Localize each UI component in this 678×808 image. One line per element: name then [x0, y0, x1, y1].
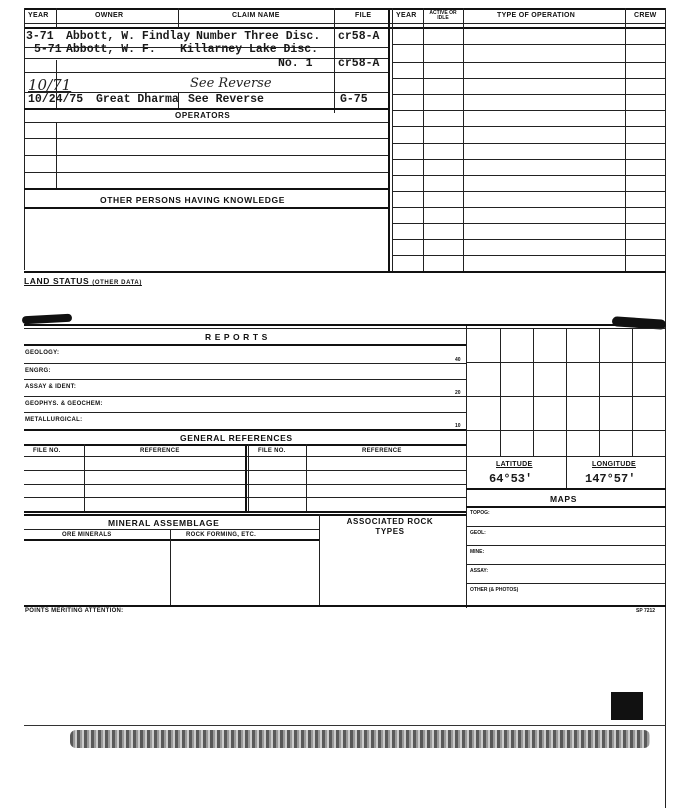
col-ops-year: YEAR — [396, 12, 417, 19]
land-status-heading — [24, 276, 142, 286]
claim-name: See Reverse — [188, 93, 264, 106]
claim-file: G-75 — [340, 93, 368, 106]
claim-year: 3-71 — [26, 30, 54, 43]
land-status-label: LAND STATUS — [24, 276, 90, 286]
col-claim-name: CLAIM NAME — [232, 12, 280, 19]
associated-rock-types-heading: ASSOCIATED ROCK TYPES — [346, 517, 434, 536]
claim-file: cr58-A — [338, 30, 380, 43]
map-topog: TOPOG: — [470, 510, 490, 516]
map-geol: GEOL: — [470, 530, 486, 536]
claim-name-handwritten: See Reverse — [190, 76, 272, 91]
report-engrg-label: ENGRG: — [25, 368, 51, 374]
claim-file: cr58-A — [338, 57, 380, 70]
claim-name: No. 1 — [278, 57, 313, 70]
map-mine: MINE: — [470, 549, 485, 555]
report-assay-number: 20 — [455, 390, 461, 396]
report-metallurgical-label: METALLURGICAL: — [25, 417, 83, 423]
points-meriting-attention-label: POINTS MERITING ATTENTION: — [25, 608, 124, 614]
claim-name: Killarney Lake Disc. — [180, 43, 319, 56]
report-geology-label: GEOLOGY: — [25, 350, 60, 356]
claim-owner: Abbott, W. Findlay — [66, 30, 191, 43]
claim-year-handwritten: 10/71 — [28, 76, 72, 94]
ref-file-no-1: FILE NO. — [33, 448, 61, 454]
col-active-idle: ACTIVE OR IDLE — [429, 10, 457, 21]
map-assay: ASSAY: — [470, 568, 489, 574]
other-persons-heading: OTHER PERSONS HAVING KNOWLEDGE — [100, 195, 286, 205]
report-geophys-label: GEOPHYS. & GEOCHEM: — [25, 401, 103, 407]
col-crew: CREW — [634, 12, 657, 19]
longitude-label: LONGITUDE — [592, 461, 636, 468]
col-file: FILE — [355, 12, 372, 19]
land-status-sub: (OTHER DATA) — [92, 280, 142, 286]
general-references-heading: GENERAL REFERENCES — [180, 433, 293, 443]
col-type-of-operation: TYPE OF OPERATION — [497, 12, 576, 19]
ink-block — [611, 692, 643, 720]
mineral-assemblage-heading: MINERAL ASSEMBLAGE — [108, 518, 220, 528]
report-geology-number: 40 — [455, 357, 461, 363]
claim-owner: Abbott, W. F. — [66, 43, 156, 56]
claim-name: Number Three Disc. — [196, 30, 321, 43]
operators-heading: OPERATORS — [175, 111, 231, 120]
map-other-photos: OTHER (& PHOTOS) — [470, 587, 519, 593]
ref-reference-1: REFERENCE — [140, 448, 180, 454]
scan-smear — [70, 730, 650, 748]
maps-heading: MAPS — [550, 494, 577, 504]
col-owner: OWNER — [95, 12, 124, 19]
claim-year: 5-71 — [34, 43, 62, 56]
ref-reference-2: REFERENCE — [362, 448, 402, 454]
form-number: SP 7212 — [636, 608, 656, 614]
rock-forming-label: ROCK FORMING, ETC. — [186, 532, 257, 538]
claim-year: 10/24/75 — [28, 93, 84, 106]
col-year: YEAR — [28, 12, 49, 19]
report-metallurgical-number: 10 — [455, 423, 461, 429]
longitude-value: 147°57' — [585, 472, 636, 486]
latitude-label: LATITUDE — [496, 461, 533, 468]
latitude-value: 64°53' — [489, 472, 533, 486]
report-assay-label: ASSAY & IDENT: — [25, 384, 77, 390]
reports-heading: R E P O R T S — [205, 332, 268, 342]
ref-file-no-2: FILE NO. — [258, 448, 286, 454]
claim-owner: Great Dharma — [96, 93, 179, 106]
ore-minerals-label: ORE MINERALS — [62, 532, 112, 538]
ink-smudge — [22, 314, 72, 325]
